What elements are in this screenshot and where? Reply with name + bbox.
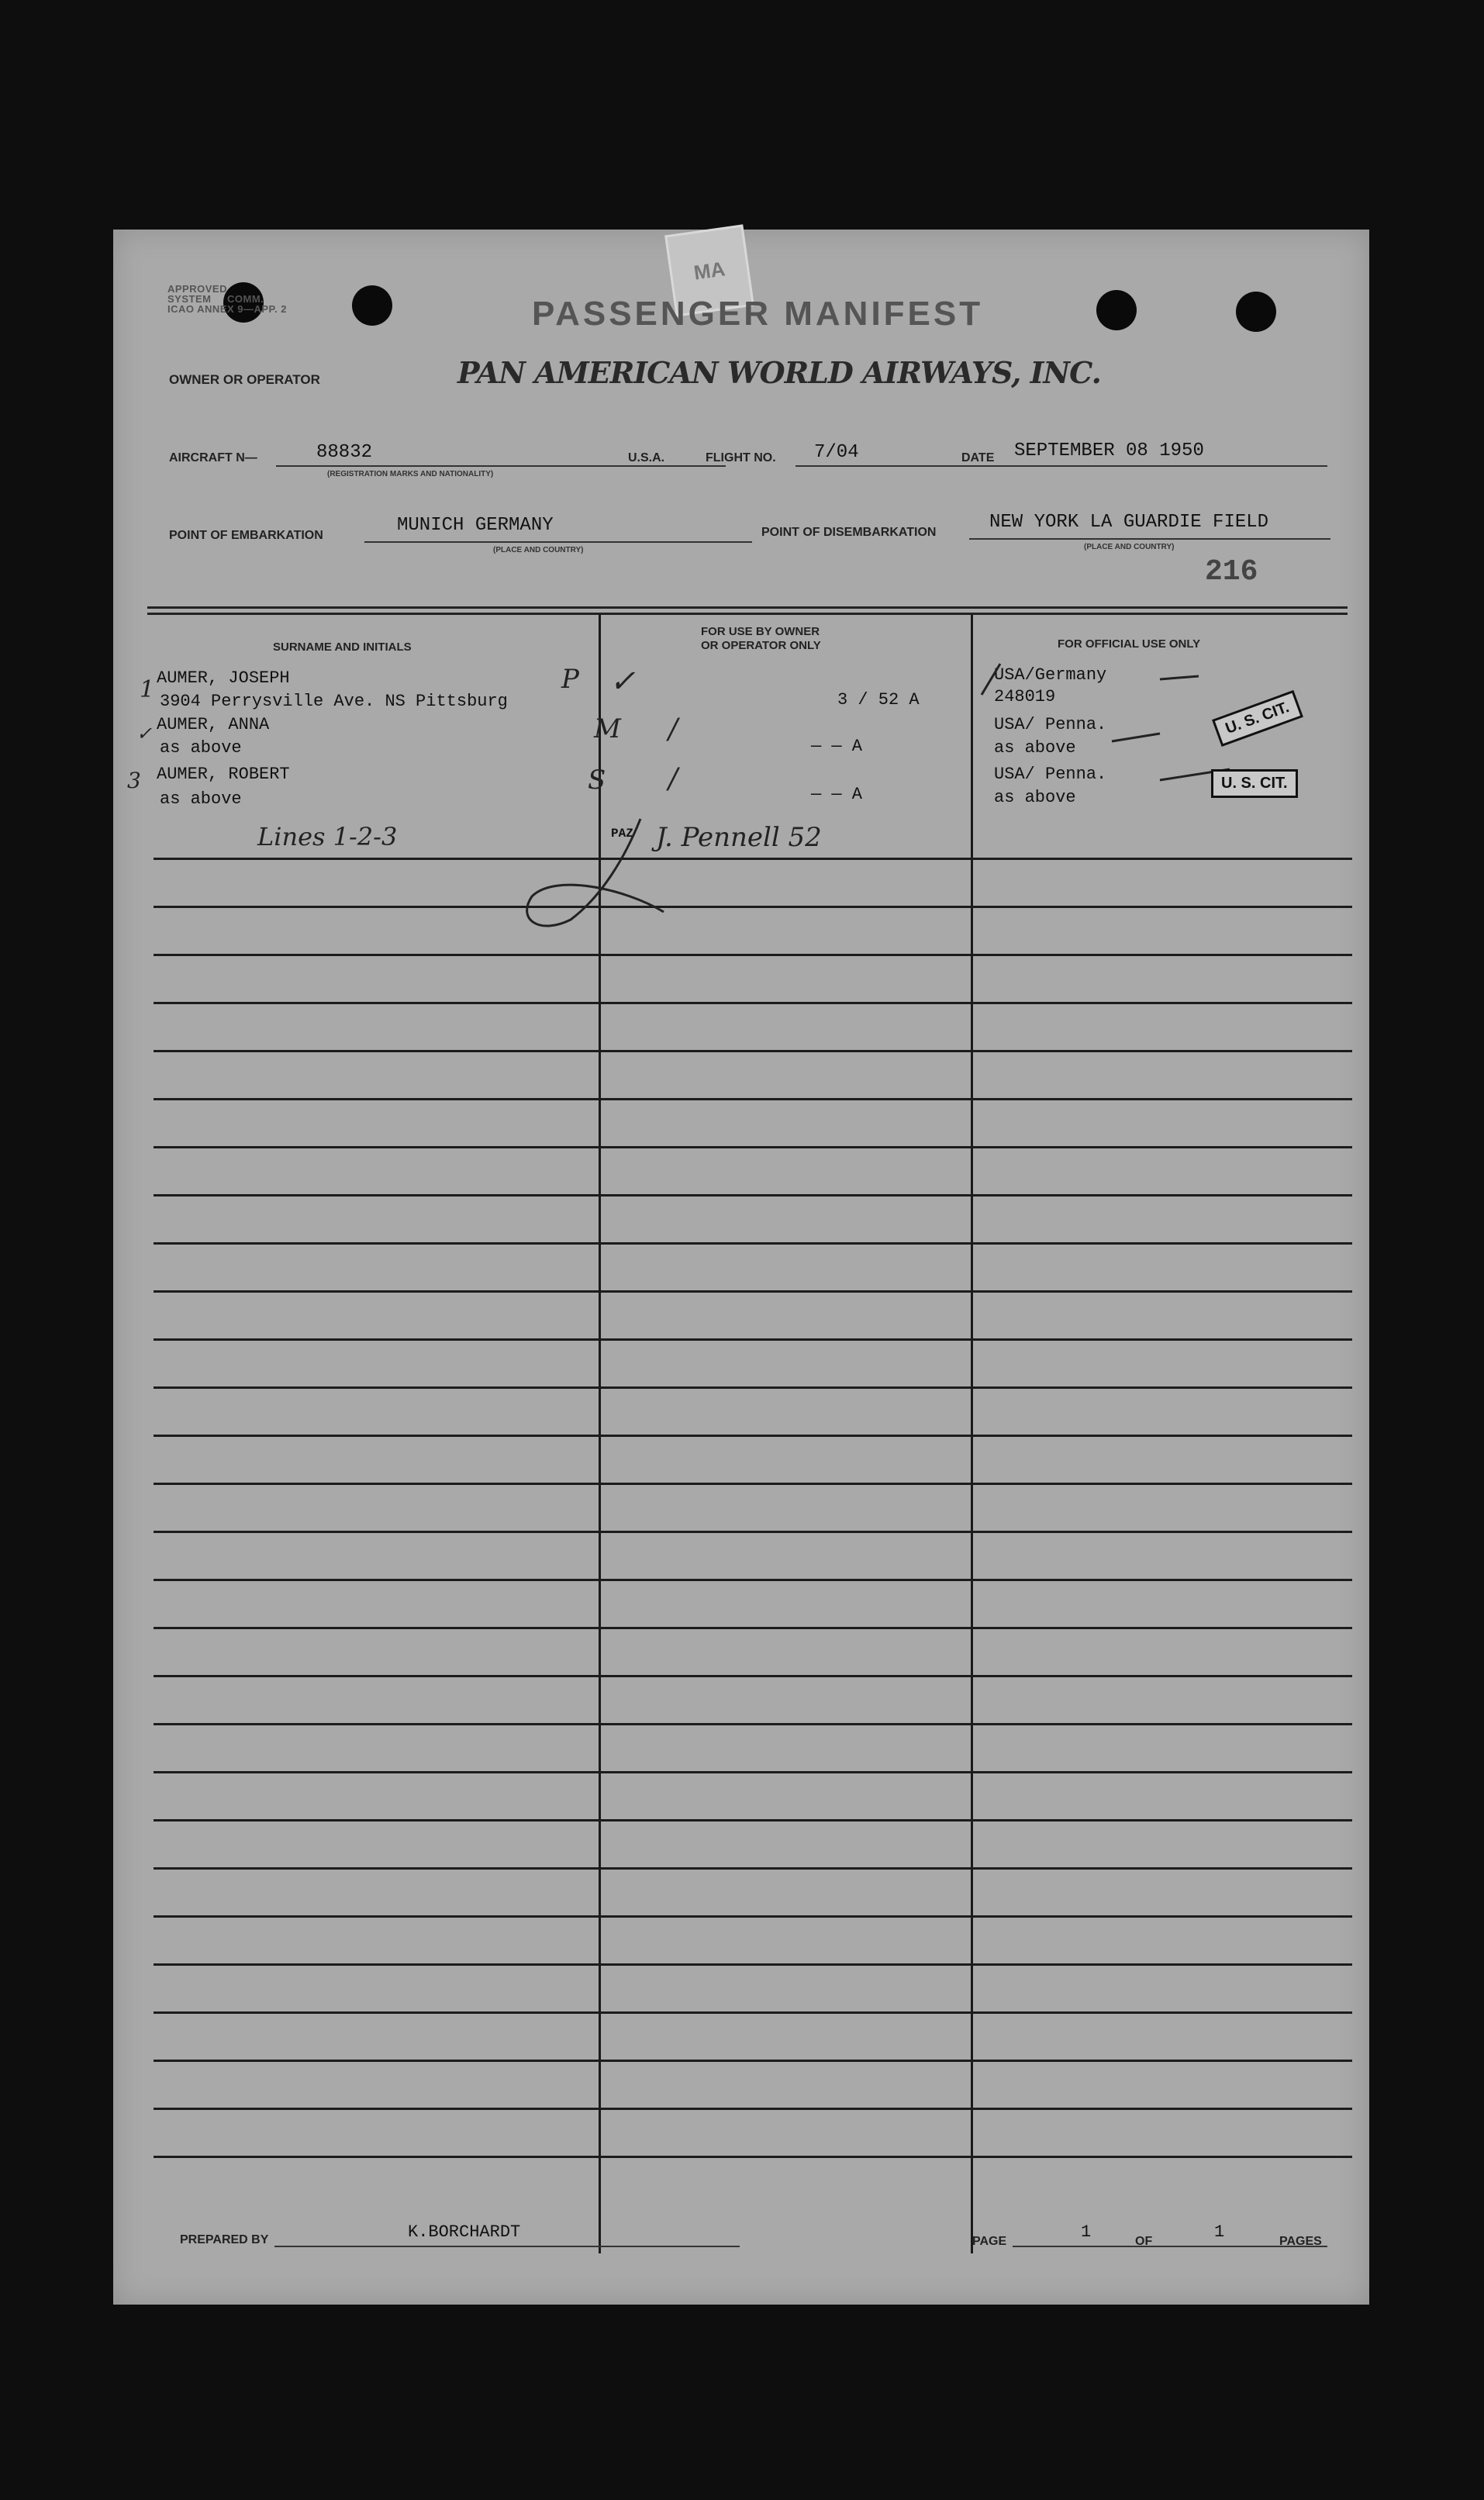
aircraft-label: AIRCRAFT N— [169, 451, 257, 464]
passenger-mark: ✓ [136, 723, 153, 744]
flight-label: FLIGHT NO. [706, 451, 776, 464]
of-label: OF [1135, 2235, 1153, 2248]
table-rule-line [154, 906, 1352, 908]
embark-label: POINT OF EMBARKATION [169, 529, 323, 542]
signature-flourish [509, 803, 710, 935]
table-rule-line [154, 1867, 1352, 1870]
approval-note: APPROVED SYSTEM COMM. ICAO ANNEX 9—APP. 2 [167, 283, 287, 315]
page-value: 1 [1081, 2222, 1092, 2242]
passenger-name: AUMER, ROBERT [157, 765, 290, 784]
us-citizen-stamp: U. S. CIT. [1211, 769, 1298, 798]
table-rule-line [154, 1050, 1352, 1052]
check-mark: ✓ [609, 664, 636, 699]
table-rule-line [154, 1194, 1352, 1196]
owner-entry: 3 / 52 A [837, 690, 920, 710]
passenger-hand-initial: S [588, 765, 606, 796]
owner-entry: — — A [811, 737, 863, 756]
prepared-value: K.BORCHARDT [408, 2222, 521, 2242]
table-rule-line [154, 2156, 1352, 2158]
aircraft-underline [276, 465, 726, 467]
table-rule-line [154, 954, 1352, 956]
passenger-address: as above [160, 738, 242, 758]
table-rule-line [154, 1290, 1352, 1293]
punch-hole [1096, 290, 1137, 330]
page-title: PASSENGER MANIFEST [532, 295, 984, 333]
table-rule-line [154, 1002, 1352, 1004]
table-rule-line [154, 1963, 1352, 1966]
table-rule-line [154, 1627, 1352, 1629]
table-rule-line [154, 858, 1352, 860]
aircraft-value: 88832 [316, 442, 373, 463]
official-entry-1: USA/Germany [994, 665, 1107, 685]
table-rule-line [154, 1531, 1352, 1533]
official-header: FOR OFFICIAL USE ONLY [1058, 637, 1201, 651]
passenger-hand-initial: P [561, 664, 579, 695]
passenger-mark: 3 [127, 768, 141, 793]
disembark-underline [969, 538, 1330, 540]
disembark-sub: (PLACE AND COUNTRY) [1084, 543, 1175, 551]
airline-name: PAN AMERICAN WORLD AIRWAYS, INC. [457, 355, 1101, 390]
owner-use-header-2: OR OPERATOR ONLY [701, 639, 821, 652]
flight-underline [795, 465, 1028, 467]
header-rule [147, 613, 1348, 615]
punch-hole [352, 285, 392, 326]
page-label: PAGE [972, 2235, 1007, 2248]
prepared-label: PREPARED BY [180, 2233, 269, 2246]
table-rule-line [154, 1675, 1352, 1677]
disembark-value: NEW YORK LA GUARDIE FIELD [989, 512, 1269, 533]
officer-signature: J. Pennell 52 [656, 822, 822, 853]
date-label: DATE [961, 451, 995, 464]
embark-sub: (PLACE AND COUNTRY) [493, 546, 584, 554]
prepared-underline [274, 2246, 740, 2247]
manifest-number: 216 [1205, 555, 1258, 589]
owner-entry: — — A [811, 785, 863, 804]
official-entry-2: as above [994, 788, 1076, 807]
official-entry-1: USA/ Penna. [994, 765, 1107, 784]
table-rule-line [154, 1771, 1352, 1773]
owner-label: OWNER OR OPERATOR [169, 372, 320, 387]
manifest-sheet [113, 230, 1369, 2305]
table-rule-line [154, 1146, 1352, 1148]
table-rule-line [154, 2108, 1352, 2110]
paz-label: PAZ [611, 827, 633, 841]
aircraft-sub: (REGISTRATION MARKS AND NATIONALITY) [327, 470, 494, 478]
table-rule-line [154, 1915, 1352, 1918]
us-citizen-stamp: U. S. CIT. [1212, 690, 1303, 747]
date-underline [1013, 465, 1327, 467]
table-rule-line [154, 1483, 1352, 1485]
owner-use-header-1: FOR USE BY OWNER [701, 625, 820, 638]
column-divider [971, 614, 973, 2253]
table-rule-line [154, 1723, 1352, 1725]
disembark-label: POINT OF DISEMBARKATION [761, 526, 937, 539]
table-rule-line [154, 2011, 1352, 2014]
embark-value: MUNICH GERMANY [397, 515, 554, 536]
table-rule-line [154, 1242, 1352, 1245]
passenger-name: AUMER, JOSEPH [157, 668, 290, 688]
passenger-address: 3904 Perrysville Ave. NS Pittsburg [160, 692, 508, 711]
passenger-hand-initial: M [594, 713, 621, 744]
table-rule-line [154, 2060, 1352, 2062]
table-rule-line [154, 1098, 1352, 1100]
passenger-mark: 1 [140, 676, 155, 703]
ma-stamp: MA [664, 224, 754, 316]
passenger-address: as above [160, 789, 242, 809]
table-rule-line [154, 1579, 1352, 1581]
table-rule-line [154, 1338, 1352, 1341]
table-rule-line [154, 1819, 1352, 1821]
table-rule-line [154, 1435, 1352, 1437]
date-value: SEPTEMBER 08 1950 [1014, 440, 1204, 461]
table-rule-line [154, 1386, 1352, 1389]
of-value: 1 [1214, 2222, 1225, 2242]
flight-value: 7/04 [814, 442, 859, 463]
official-entry-2: 248019 [994, 687, 1056, 706]
official-entry-2: as above [994, 738, 1076, 758]
surname-header: SURNAME AND INITIALS [273, 641, 412, 654]
header-rule [147, 606, 1348, 609]
check-mark: / [668, 763, 678, 795]
usa-label: U.S.A. [628, 451, 665, 464]
pages-label: PAGES [1279, 2235, 1322, 2248]
passenger-name: AUMER, ANNA [157, 715, 270, 734]
punch-hole [1236, 292, 1276, 332]
embark-underline [364, 541, 752, 543]
check-mark: / [668, 713, 678, 745]
official-entry-1: USA/ Penna. [994, 715, 1107, 734]
tally-note: Lines 1-2-3 [257, 822, 398, 851]
